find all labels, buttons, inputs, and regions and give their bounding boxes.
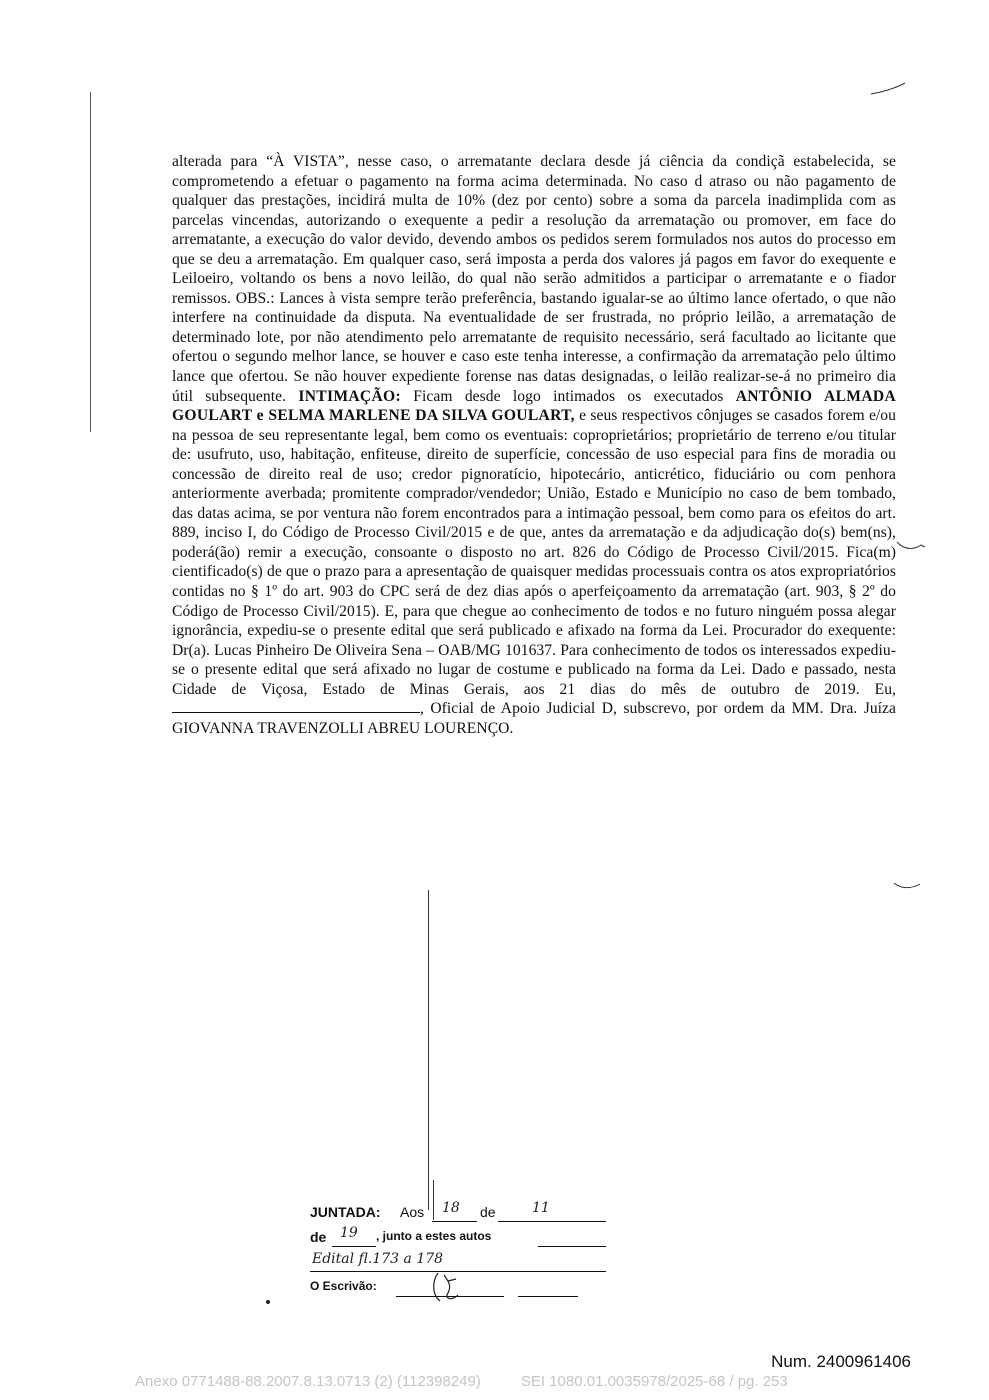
pen-stroke-mark: [870, 82, 906, 96]
year-underline: [332, 1246, 376, 1247]
intimacao-label: INTIMAÇÃO:: [298, 387, 401, 405]
edital-paragraph: [172, 152, 896, 738]
month-handwritten: 11: [532, 1200, 550, 1216]
de2-label: de: [310, 1229, 327, 1245]
juntada-stamp: [310, 1200, 620, 1304]
sei-reference: SEI 1080.01.0035978/2025-68 / pg. 253: [520, 1373, 788, 1390]
handwritten-vertical-line: [428, 890, 429, 1210]
escrivao-underline-2: [518, 1296, 578, 1297]
de-label: de: [480, 1204, 496, 1220]
day-handwritten: 18: [442, 1200, 460, 1216]
document-number: Num. 2400961406: [771, 1352, 911, 1371]
juntada-label: JUNTADA:: [310, 1204, 381, 1220]
aos-label: Aos: [400, 1204, 425, 1220]
year-handwritten: 19: [340, 1225, 358, 1241]
edital-body: [172, 152, 896, 738]
intimacao-text-1: Ficam desde logo intimados os executados: [413, 387, 724, 405]
pen-stroke-mark: [896, 540, 926, 552]
annex-reference: Anexo 0771488-88.2007.8.13.0713 (2) (112398249): [135, 1373, 481, 1390]
paragraph-1-text: alterada para “À VISTA”, nesse caso, o arrematante declara desde já ciência da condiçã estabelecida, se comprometendo a efetuar o pagamento na forma acima determinada. No caso d atraso ou não pagamento de qualquer das prestações, incidirá multa de 10% (dez por cento) sobre a soma da parcela inadimplida com as parcelas vincendas, autorizando o exequente a pedir a resolução da arrematação ou promover, em face do arrematante, a execução do valor devido, devendo ambos os pedidos serem formulados nos autos do processo em que se deu a arrematação. Em qualquer caso, será imposta a perda dos valores já pagos em favor do exequente e Leiloeiro, voltando os bens a novo leilão, do qual não serão admitidos a participar o arrematante e o fiador remissos. OBS.: Lances à vista sempre terão preferência, bastando igualar-se ao último lance ofertado, o que não interfere na continuidade da disputa. Na eventualidade de ser frustrada, no próprio leilão, a arrematação de determinado lote, por não atendimento pelo arrematante de requisito necessário, será facultado ao licitante que ofertou o segundo melhor lance, se houver e caso este tenha interesse, a confirmação da arrematação pelo último lance que ofertou. Se não houver expediente forense nas datas designadas, o leilão realizar-se-á no primeiro dia útil subsequente.: [172, 153, 896, 405]
pages-handwritten: Edital fl.173 a 178: [312, 1251, 444, 1267]
margin-line: [90, 92, 91, 432]
stamp-row-escrivao: [310, 1279, 620, 1304]
escrivao-signature: [430, 1271, 470, 1305]
juntei-underline: [538, 1246, 606, 1247]
juntei-text: , junto a estes autos: [376, 1229, 492, 1243]
ink-dot: [266, 1300, 270, 1304]
pen-stroke-mark: [893, 880, 921, 892]
executados-names: ANTÔNIO ALMADA GOULART e SELMA MARLENE DA SILVA GOULART,: [172, 387, 897, 425]
escrivao-label: O Escrivão:: [310, 1279, 377, 1293]
day-underline: [432, 1221, 477, 1222]
footer-watermark: [135, 1373, 788, 1390]
month-underline: [498, 1221, 606, 1222]
signature-line: [172, 700, 420, 713]
intimacao-text-2: e seus respectivos cônjuges se casados forem e/ou na pessoa de seu representante legal, bem como os eventuais: coproprietários; proprietário de terreno e/ou titular de: usufruto, uso, habitação, enfiteuse, direito de superfície, concessão de uso especial para fins de moradia ou concessão de direito real de uso; credor pignoratício, hipotecário, anticrético, fiduciário ou com penhora anteriormente averbada; promitente comprador/vendedor; União, Estado e Município no caso de bem tombado, das datas acima, se por ventura não forem encontrados para a intimação pessoal, bem como para os efeitos do art. 889, inciso I, do Código de Processo Civil/2015 e de que, antes da arrematação e da adjudicação do(s) bem(ns), poderá(ão) remir a execução, consoante o disposto no art. 826 do Código de Processo Civil/2015. Fica(m) cientificado(s) de que o prazo para a apresentação de quaisquer medidas processuais contra os atos expropriatórios contidas no § 1º do art. 903 do CPC será de dez dias após o aperfeiçoamento da arrematação (art. 903, § 2º do Código de Processo Civil/2015). E, para que chegue ao conhecimento de todos e no futuro ninguém possa alegar ignorância, expediu-se o presente edital que será publicado e afixado na forma da Lei. Procurador do exequente: Dr(a). Lucas Pinheiro De Oliveira Sena – OAB/MG 101637. Para conhecimento de todos os interessados expediu-se o presente edital que será afixado no lugar de costume e publicado na forma da Lei. Dado e passado, nesta Cidade de Viçosa, Estado de Minas Gerais, aos 21 dias do mês de outubro de 2019. Eu,: [172, 407, 896, 698]
closing-text: , Oficial de Apoio Judicial D, subscrevo, por ordem da MM. Dra. Juíza GIOVANNA TRAVENZOLLI ABREU LOURENÇO.: [172, 700, 896, 737]
